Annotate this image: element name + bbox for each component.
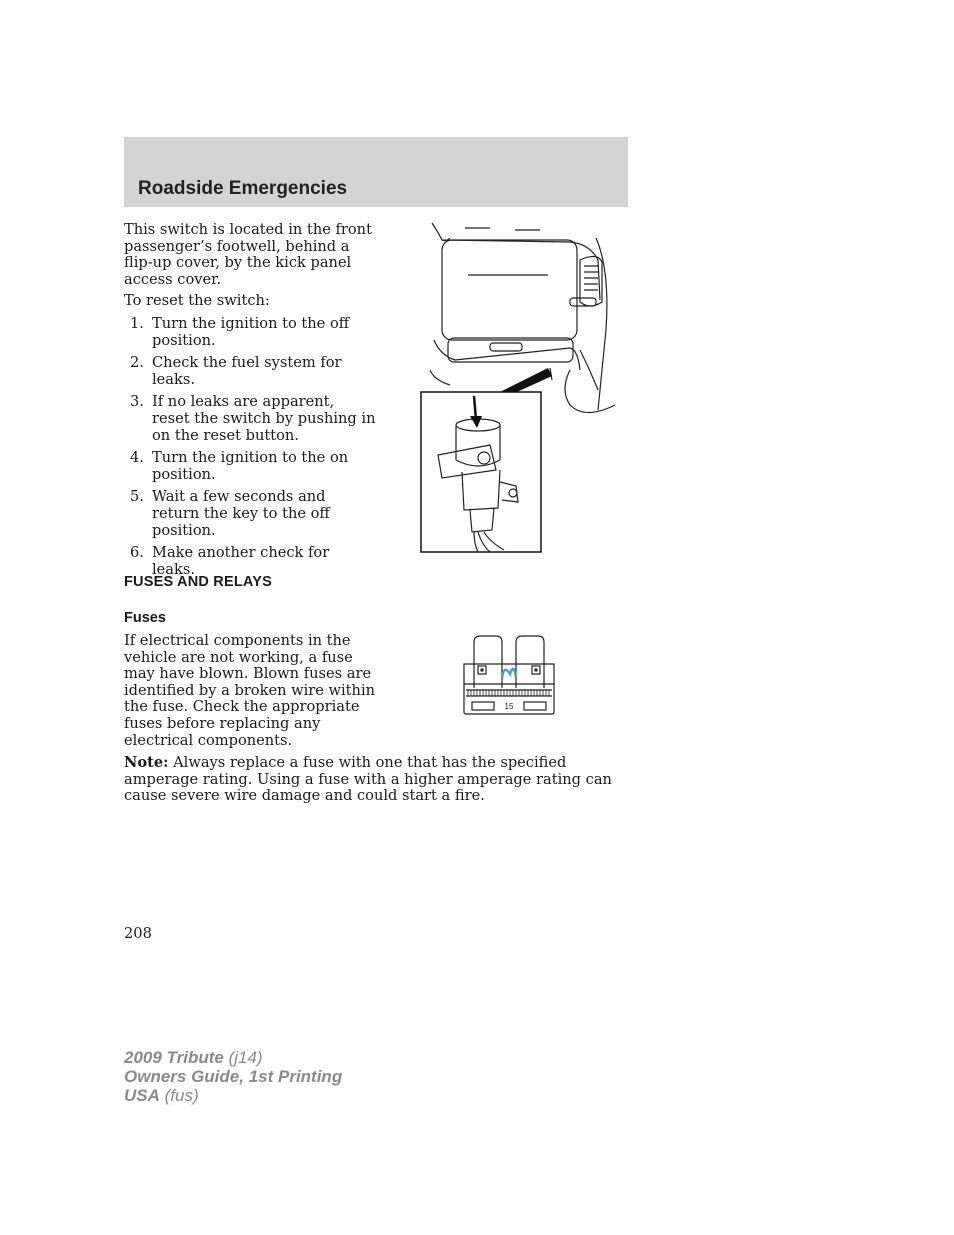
blade-fuse-illustration xyxy=(462,634,556,716)
fuses-paragraph: If electrical components in the vehicle are not working, a fuse may have blown. Blown fuses are identified by a broken wire within the fuse. Check the appropriate fuses before replacing any electrical components. xyxy=(124,632,376,749)
fuse-left-blade xyxy=(474,636,502,688)
fuse-element-wire xyxy=(502,669,516,678)
note-label: Note: xyxy=(124,754,169,771)
note-text: Always replace a fuse with one that has the specified amperage rating. Using a fuse with a higher amperage rating can cause severe wire damage and could start a fire. xyxy=(124,754,612,805)
fuse-amperage-label: 15 xyxy=(504,702,514,711)
subsection-title-fuses: Fuses xyxy=(124,610,166,626)
section-header-title: Roadside Emergencies xyxy=(138,178,348,199)
list-item: 1. Turn the ignition to the off position. xyxy=(130,315,350,349)
document-footer xyxy=(124,1048,342,1105)
footer-edition: Owners Guide, 1st Printing xyxy=(124,1067,343,1086)
footer-model-code: (j14) xyxy=(223,1048,263,1067)
fuse-right-blade xyxy=(516,636,544,688)
note-paragraph xyxy=(124,755,628,805)
page-number: 208 xyxy=(124,925,152,942)
reset-steps-list xyxy=(124,316,376,584)
inertia-switch-illustration xyxy=(420,220,625,558)
section-title-fuses-relays: FUSES AND RELAYS xyxy=(124,574,272,590)
section-header-band xyxy=(124,137,628,207)
footer-market: USA xyxy=(124,1086,160,1105)
list-item: 5. Wait a few seconds and return the key to the off position. xyxy=(130,488,330,539)
list-item: 4. Turn the ignition to the on position. xyxy=(130,449,349,483)
footer-market-code: (fus) xyxy=(159,1086,199,1105)
reset-instructions-title: To reset the switch: xyxy=(124,292,270,309)
intro-paragraph: This switch is located in the front passenger’s footwell, behind a flip-up cover, by the kick panel access cover. xyxy=(124,221,372,288)
list-item: 3. If no leaks are apparent, reset the switch by pushing in on the reset button. xyxy=(130,393,376,444)
list-item: 2. Check the fuel system for leaks. xyxy=(130,354,342,388)
footer-model: 2009 Tribute xyxy=(124,1048,224,1067)
list-item: 6. Make another check for leaks. xyxy=(130,544,330,578)
